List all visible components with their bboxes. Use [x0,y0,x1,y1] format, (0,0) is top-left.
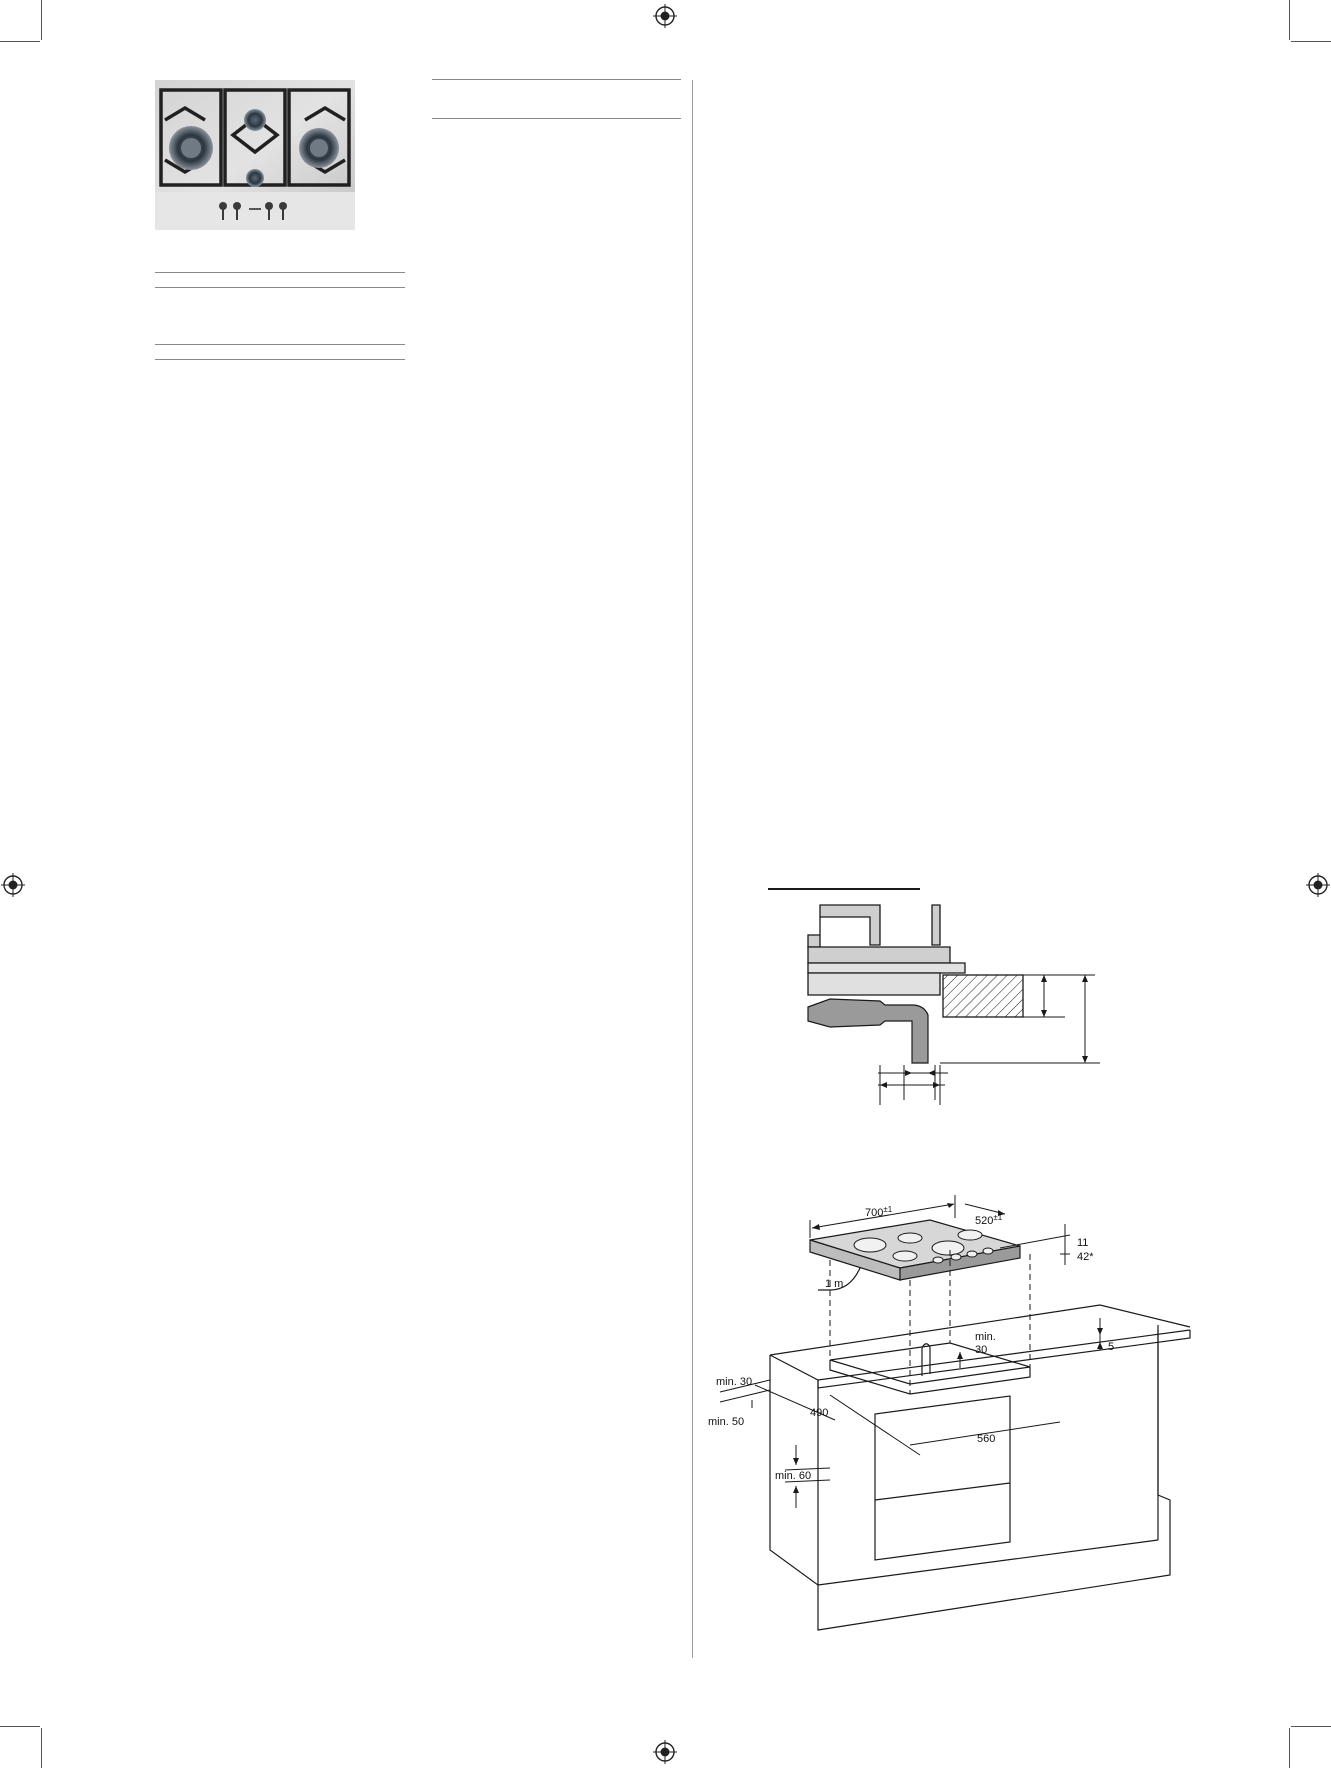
divider [155,287,405,288]
crop-mark-top-left-v [41,0,42,40]
divider [155,344,405,345]
dim-rear-clearance-value: 30 [975,1344,988,1356]
registration-mark-icon [653,4,677,28]
dim-front-clearance-label: min. 50 [708,1416,745,1428]
registration-mark-icon [1306,873,1330,897]
installation-cutout-drawing [700,1190,1200,1640]
dim-cutout-width-label: 560 [977,1433,996,1445]
divider [432,118,681,119]
dim-rear-clearance-label: min. [975,1331,996,1343]
divider [432,79,681,80]
dim-side-clearance-label: min. 30 [716,1376,753,1388]
crop-mark-top-right-h [1291,41,1331,42]
dim-overall-height-label: 42* [1077,1251,1094,1263]
crop-mark-bottom-left-v [41,1728,42,1768]
crop-mark-bottom-right-v [1289,1728,1290,1768]
dim-wall-clearance-label: min. 60 [775,1470,812,1482]
registration-mark-icon [653,1740,677,1764]
section-rule [768,888,920,890]
crop-mark-top-left-h [0,41,40,42]
gas-connection-section-drawing [800,895,1100,1115]
dim-cable-label: 1 m [825,1278,844,1290]
dim-panel-step-label: 5 [1108,1341,1115,1353]
divider [155,359,405,360]
product-photo-gas-hob [155,80,355,230]
divider [155,272,405,273]
crop-mark-bottom-left-h [0,1726,40,1727]
crop-mark-top-right-v [1289,0,1290,40]
crop-mark-bottom-right-h [1291,1726,1331,1727]
dim-cutout-depth-label: 490 [810,1407,829,1419]
dim-depth-label: $520^{\pm 1}$ [975,1213,1003,1227]
dim-width-label: $700^{\pm 1}$ [865,1205,893,1219]
registration-mark-icon [1,873,25,897]
column-separator [692,80,693,1658]
dim-top-height-label: 11 [1077,1237,1089,1249]
